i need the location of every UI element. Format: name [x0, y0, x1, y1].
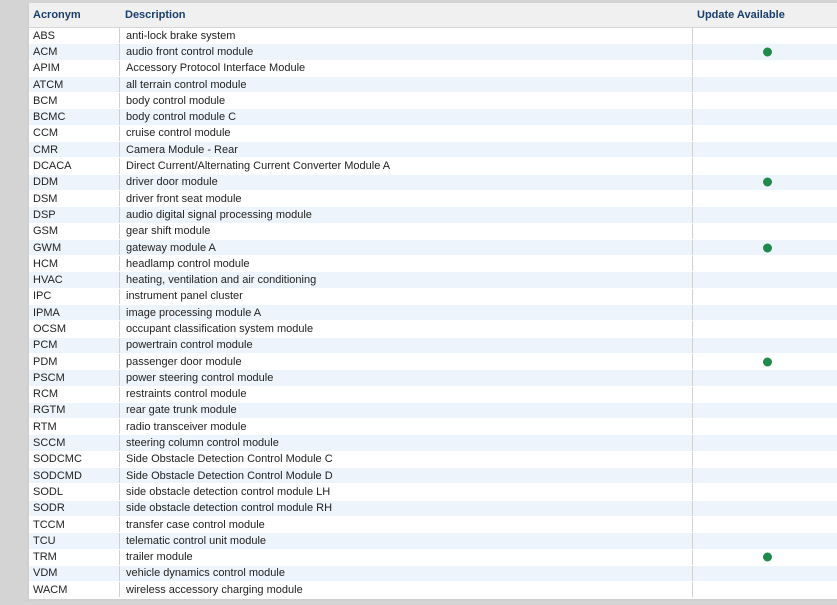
description-cell: Side Obstacle Detection Control Module D	[119, 468, 692, 483]
table-row[interactable]	[29, 256, 837, 272]
description-cell: gateway module A	[119, 240, 692, 255]
description-cell: powertrain control module	[119, 338, 692, 353]
update-available-indicator-icon	[763, 243, 772, 252]
table-row[interactable]	[29, 550, 837, 566]
update-available-cell	[692, 61, 837, 76]
description-cell: Camera Module - Rear	[119, 142, 692, 157]
description-cell: steering column control module	[119, 435, 692, 450]
table-row[interactable]	[29, 452, 837, 468]
update-available-cell	[692, 77, 837, 92]
table-row[interactable]	[29, 387, 837, 403]
description-cell: side obstacle detection control module RH	[119, 501, 692, 516]
description-cell: Direct Current/Alternating Current Converter Module A	[119, 158, 692, 173]
table-row[interactable]	[29, 175, 837, 191]
table-header	[29, 3, 837, 28]
update-available-cell	[692, 419, 837, 434]
table-row[interactable]	[29, 28, 837, 44]
acronym-cell: DSP	[33, 208, 56, 221]
description-cell: transfer case control module	[119, 517, 692, 532]
table-row[interactable]	[29, 533, 837, 549]
description-cell: all terrain control module	[119, 77, 692, 92]
description-cell: driver front seat module	[119, 191, 692, 206]
description-cell: gear shift module	[119, 224, 692, 239]
header-update-available[interactable]: Update Available	[697, 9, 785, 21]
table-row[interactable]	[29, 468, 837, 484]
table-row[interactable]	[29, 354, 837, 370]
acronym-cell: PDM	[33, 355, 58, 368]
acronym-cell: TCU	[33, 534, 56, 547]
module-table	[27, 3, 837, 601]
table-row[interactable]	[29, 44, 837, 60]
acronym-cell: CMR	[33, 143, 59, 156]
table-row[interactable]	[29, 321, 837, 337]
description-cell: headlamp control module	[119, 256, 692, 271]
acronym-cell: SODCMD	[33, 469, 82, 482]
table-row[interactable]	[29, 158, 837, 174]
table-row[interactable]	[29, 435, 837, 451]
table-row[interactable]	[29, 207, 837, 223]
table-row[interactable]	[29, 484, 837, 500]
table-row[interactable]	[29, 61, 837, 77]
table-row[interactable]	[29, 338, 837, 354]
table-row[interactable]	[29, 582, 837, 598]
table-row[interactable]	[29, 191, 837, 207]
table-row[interactable]	[29, 126, 837, 142]
table-body	[29, 28, 837, 598]
acronym-cell: HVAC	[33, 274, 63, 287]
table-row[interactable]	[29, 501, 837, 517]
update-available-cell	[692, 517, 837, 532]
update-available-cell	[692, 501, 837, 516]
description-cell: body control module	[119, 93, 692, 108]
description-cell: passenger door module	[119, 354, 692, 369]
description-cell: audio front control module	[119, 44, 692, 59]
acronym-cell: WACM	[33, 583, 68, 596]
update-available-cell	[692, 484, 837, 499]
acronym-cell: GSM	[33, 225, 59, 238]
update-available-cell	[692, 28, 837, 43]
description-cell: trailer module	[119, 550, 692, 565]
acronym-cell: CCM	[33, 127, 59, 140]
update-available-cell	[692, 468, 837, 483]
acronym-cell: DSM	[33, 192, 58, 205]
description-cell: audio digital signal processing module	[119, 207, 692, 222]
table-row[interactable]	[29, 370, 837, 386]
update-available-cell	[692, 582, 837, 597]
update-available-cell	[692, 175, 837, 190]
table-row[interactable]	[29, 419, 837, 435]
description-cell: heating, ventilation and air conditioning	[119, 272, 692, 287]
description-cell: wireless accessory charging module	[119, 582, 692, 597]
update-available-cell	[692, 272, 837, 287]
description-cell: restraints control module	[119, 387, 692, 402]
update-available-cell	[692, 93, 837, 108]
acronym-cell: BCMC	[33, 111, 66, 124]
description-cell: image processing module A	[119, 305, 692, 320]
table-row[interactable]	[29, 109, 837, 125]
acronym-cell: OCSM	[33, 322, 66, 335]
table-row[interactable]	[29, 517, 837, 533]
update-available-cell	[692, 550, 837, 565]
acronym-cell: RTM	[33, 420, 57, 433]
header-description[interactable]: Description	[125, 9, 186, 21]
acronym-cell: VDM	[33, 567, 58, 580]
update-available-cell	[692, 321, 837, 336]
acronym-cell: SODR	[33, 502, 65, 515]
update-available-cell	[692, 207, 837, 222]
table-row[interactable]	[29, 142, 837, 158]
acronym-cell: RGTM	[33, 404, 66, 417]
description-cell: instrument panel cluster	[119, 289, 692, 304]
update-available-cell	[692, 240, 837, 255]
description-cell: cruise control module	[119, 126, 692, 141]
description-cell: Side Obstacle Detection Control Module C	[119, 452, 692, 467]
table-row[interactable]	[29, 224, 837, 240]
table-row[interactable]	[29, 403, 837, 419]
description-cell: anti-lock brake system	[119, 28, 692, 43]
update-available-cell	[692, 566, 837, 581]
acronym-cell: SODL	[33, 485, 63, 498]
update-available-cell	[692, 305, 837, 320]
update-available-indicator-icon	[763, 178, 772, 187]
acronym-cell: TRM	[33, 551, 57, 564]
acronym-cell: ATCM	[33, 78, 64, 91]
update-available-cell	[692, 142, 837, 157]
update-available-cell	[692, 158, 837, 173]
acronym-cell: SCCM	[33, 437, 66, 450]
update-available-cell	[692, 289, 837, 304]
update-available-cell	[692, 370, 837, 385]
update-available-cell	[692, 191, 837, 206]
update-available-cell	[692, 338, 837, 353]
update-available-cell	[692, 403, 837, 418]
acronym-cell: HCM	[33, 257, 59, 270]
update-available-cell	[692, 126, 837, 141]
acronym-cell: PCM	[33, 339, 58, 352]
table-row[interactable]	[29, 305, 837, 321]
table-row[interactable]	[29, 566, 837, 582]
description-cell: power steering control module	[119, 370, 692, 385]
acronym-cell: DCACA	[33, 160, 72, 173]
acronym-cell: GWM	[33, 241, 62, 254]
acronym-cell: SODCMC	[33, 453, 82, 466]
acronym-cell: PSCM	[33, 371, 65, 384]
update-available-cell	[692, 354, 837, 369]
acronym-cell: RCM	[33, 388, 59, 401]
acronym-cell: IPC	[33, 290, 52, 303]
description-cell: rear gate trunk module	[119, 403, 692, 418]
table-row[interactable]	[29, 272, 837, 288]
acronym-cell: BCM	[33, 94, 58, 107]
acronym-cell: ABS	[33, 29, 56, 42]
description-cell: radio transceiver module	[119, 419, 692, 434]
description-cell: telematic control unit module	[119, 533, 692, 548]
table-row[interactable]	[29, 77, 837, 93]
update-available-cell	[692, 533, 837, 548]
update-available-indicator-icon	[763, 47, 772, 56]
table-row[interactable]	[29, 93, 837, 109]
acronym-cell: DDM	[33, 176, 59, 189]
table-row[interactable]	[29, 240, 837, 256]
update-available-cell	[692, 452, 837, 467]
acronym-cell: APIM	[33, 62, 60, 75]
description-cell: vehicle dynamics control module	[119, 566, 692, 581]
description-cell: Accessory Protocol Interface Module	[119, 61, 692, 76]
table-row[interactable]	[29, 289, 837, 305]
acronym-cell: IPMA	[33, 306, 60, 319]
update-available-cell	[692, 256, 837, 271]
description-cell: body control module C	[119, 109, 692, 124]
update-available-cell	[692, 44, 837, 59]
description-cell: occupant classification system module	[119, 321, 692, 336]
update-available-cell	[692, 224, 837, 239]
description-cell: side obstacle detection control module LH	[119, 484, 692, 499]
update-available-indicator-icon	[763, 357, 772, 366]
update-available-cell	[692, 387, 837, 402]
update-available-indicator-icon	[763, 553, 772, 562]
acronym-cell: ACM	[33, 45, 58, 58]
description-cell: driver door module	[119, 175, 692, 190]
update-available-cell	[692, 109, 837, 124]
update-available-cell	[692, 435, 837, 450]
header-acronym[interactable]: Acronym	[33, 9, 81, 21]
acronym-cell: TCCM	[33, 518, 65, 531]
